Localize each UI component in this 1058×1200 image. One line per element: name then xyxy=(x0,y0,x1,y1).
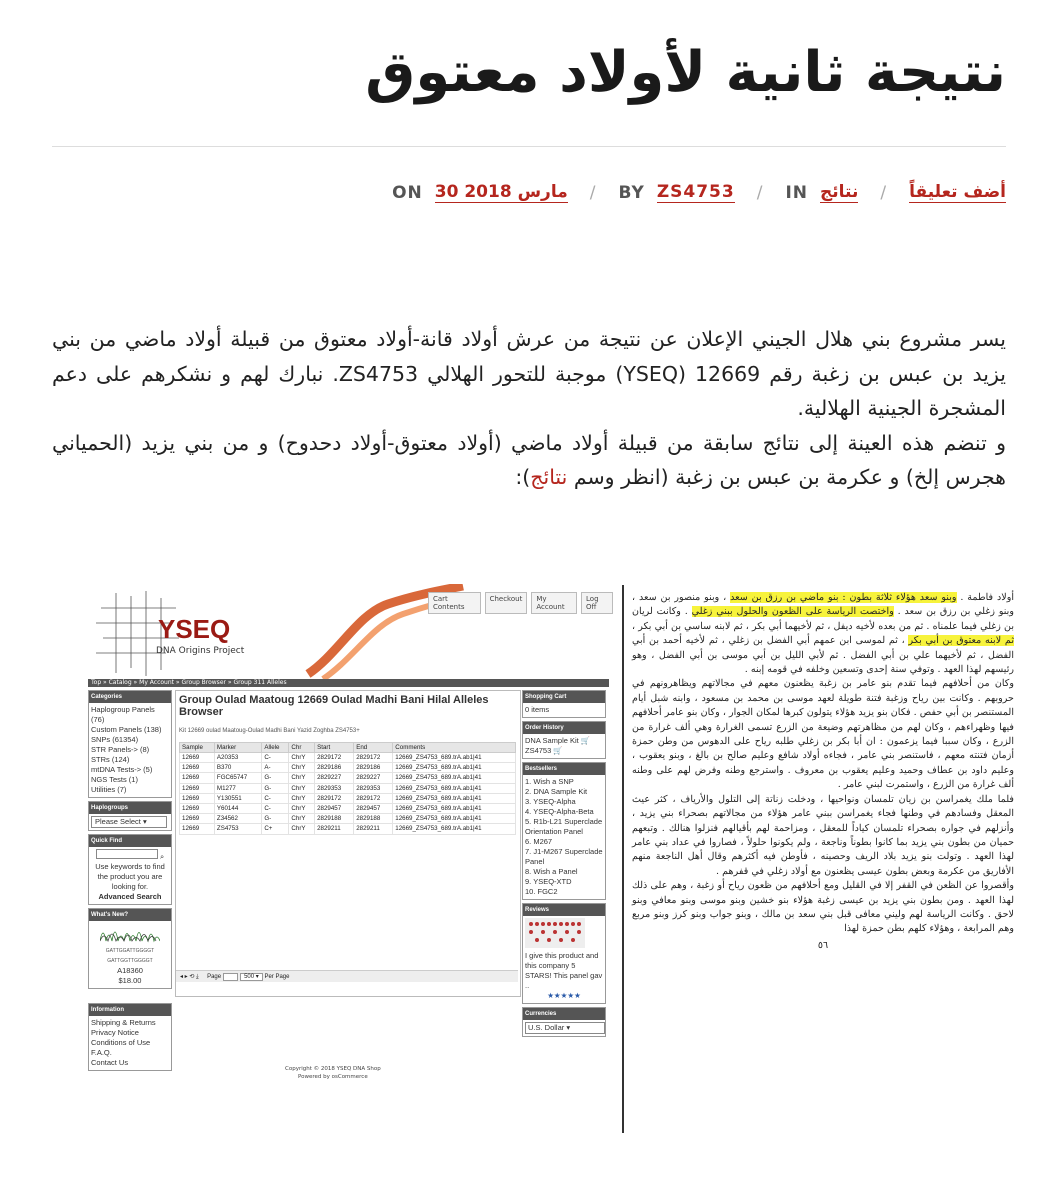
table-cell: 12669 xyxy=(180,824,215,834)
page-number: ٥٦ xyxy=(817,939,829,951)
bestsellers-header: Bestsellers xyxy=(523,763,605,775)
post-paragraph-1: يسر مشروع بني هلال الجيني الإعلان عن نتيجة من عرش أولاد قانة-أولاد معتوق من قبيلة أولاد ماضي من بني يزيد بن عبس بن زغبة رقم 12669 (YSEQ) موجبة للتحور الهلالي ZS4753. نبارك لهم و نشكرهم على دعم المشجرة الجينية الهلالية. xyxy=(52,327,1006,420)
table-cell: 12669_ZS4753_689.trA.ab1|41 xyxy=(393,804,516,814)
table-cell: G- xyxy=(262,773,289,783)
category-link[interactable]: NGS Tests (1) xyxy=(91,775,138,784)
yseq-screenshot xyxy=(85,578,625,1118)
review-stars: ★★★★★ xyxy=(547,991,581,1000)
cart-box xyxy=(522,690,606,718)
table-cell: 2829172 xyxy=(315,753,354,763)
advanced-search-link[interactable]: Advanced Search xyxy=(98,892,162,901)
log-off-button[interactable]: Log Off xyxy=(581,592,613,614)
table-cell: 2829211 xyxy=(354,824,393,834)
categories-header: Categories xyxy=(89,691,171,703)
per-page-select[interactable]: 500 ▾ xyxy=(240,973,263,981)
pager-page-label: Page xyxy=(207,974,222,980)
table-row[interactable] xyxy=(180,773,516,783)
quickfind-header: Quick Find xyxy=(89,835,171,847)
table-cell: 12669_ZS4753_689.trA.ab1|41 xyxy=(393,814,516,824)
search-icon[interactable]: ⌕ xyxy=(159,852,165,861)
category-link[interactable]: mtDNA Tests-> (5) xyxy=(91,765,153,774)
whatsnew-header: What's New? xyxy=(89,909,171,921)
quickfind-box xyxy=(88,834,172,905)
meta-separator: / xyxy=(756,182,764,203)
col-header[interactable]: Sample xyxy=(180,743,215,753)
table-cell: C- xyxy=(262,804,289,814)
info-link[interactable]: F.A.Q. xyxy=(91,1048,112,1057)
table-cell: 12669_ZS4753_689.trA.ab1|41 xyxy=(393,783,516,793)
category-link[interactable]: SNPs (61354) xyxy=(91,735,139,744)
table-cell: M1277 xyxy=(214,783,261,793)
meta-date-link[interactable]: 30 مارس 2018 xyxy=(434,182,568,202)
table-cell: 12669_ZS4753_689.trA.ab1|41 xyxy=(393,773,516,783)
col-header[interactable]: Marker xyxy=(214,743,261,753)
col-header[interactable]: Chr xyxy=(289,743,315,753)
table-cell: C- xyxy=(262,753,289,763)
bestseller-link[interactable]: 9. YSEQ-XTD xyxy=(525,877,572,886)
table-row[interactable] xyxy=(180,763,516,773)
table-cell: 2829457 xyxy=(315,804,354,814)
table-cell: C- xyxy=(262,793,289,803)
powered-by: Powered by osCommerce xyxy=(298,1074,368,1080)
table-cell: 12669_ZS4753_689.trA.ab1|41 xyxy=(393,824,516,834)
my-account-button[interactable]: My Account xyxy=(531,592,577,614)
whatsnew-box xyxy=(88,908,172,989)
haplogroups-header: Haplogroups xyxy=(89,802,171,814)
table-cell: Z34562 xyxy=(214,814,261,824)
table-cell: 12669 xyxy=(180,793,215,803)
yseq-logo: YSEQ xyxy=(158,614,231,644)
col-header[interactable]: End xyxy=(354,743,393,753)
checkout-button[interactable]: Checkout xyxy=(485,592,528,614)
bestseller-link[interactable]: 1. Wish a SNP xyxy=(525,777,574,786)
whatsnew-product[interactable]: A18360 xyxy=(117,966,143,975)
book-page-scan: أولاد فاطمة . وبنو سعد هؤلاء ثلاثة بطون : بنو ماضي بن رزق بن سعد ، وبنو منصور بن سعد ، وبنو زغلي بن رزق بن سعد . واختصت الرياسة على الظعون والحلول ببني زغلي . وكانت لريان بن زغلي فيما علمناه . ثم من بعده لأخيه ديفل ، ثم لأخيهما أبي بكر ، ثم لابنه ساسي بن أبي بكر ، ثم لابنه معتوق بن أبي بكر ، ثم لموسى ابن عمهم أبي الفضل بن زغلي ، ثم لأخيه أحمد بن أبي الفضل ، ثم لأخيهما علي بن أبي الفضل . ثم لأبي الليل بن أبي موسى بن أبي الفضل ، وهو رئيسهم لهذا العهد . وتوفي سنة إحدى وتسعين وخلفه في قومه إبنه . وكان من أحلافهم فيما تقدم بنو عامر بن زغبة يظعنون معهم في مجالاتهم ويظاهرونهم في حروبهم . وكانت بين رياح وزغبة فتنة طويلة لعهد موسى بن محمد بن مسعود ، وابنه شبل أيام المستنصر بن أبي حفص . فكان بنو يزيد هؤلاء يتولون كبرها لمكان الجوار ، وكان بنو عامر أحلافهم فيها وظهراءهم ، وكان لهم من مظاهرتهم وضيعة من الزرع تسمى الغرارة وهي ألف غرارة من الزرع ، وكان سببا فيما يزعمون : ان أبا بكر بن زغلي طلبه رياح على الدهوس من وطن حمزة أزمان فتنته معهم ، فاستنصر بني عامر ، فجاءه أولاد شافع وعليم صالح بن بالغ ، وبنو يعقوب ، وعليم داود بن عطاف وحميد وعليم يعقوب بن معروف . واسترجع وطنه وفرض لهم على وطنه ألف غرارة من الزرع ، واستمرت لبني عامر . فلما ملك يغمراسن بن زيان تلمسان ونواحيها ، ودخلت زناتة إلى التلول والأرياف ، كثر عيث المعقل وفسادهم في وطنها فجاء يغمراسن ببني عامر هؤلاء من مجالاتهم بصحراء بني يزيد ، وأنزلهم في جواره بصحراء تلمسان كياداً للمعقل ، ومزاحمة لهم بأقيالهم فنزلوا هنالك . وتبعهم حميان من بطون بني يزيد بما كانوا بطوناً وناجعة ، ولم يكونوا حلولاً ، فصاروا في عداد بني عامر لهذا العهد . وتولت بنو يزيد بلاد الريف وحصينه ، فأوطن فيه أكثرهم وقال أهل الناجعة منهم الأفاريق من عكرمة وبعض بطون عيسى يظعنون مع أولاد زغلي في قفرهم . وأقصروا عن الظعن في القفر إلا في القليل ومع أحلافهم من ظعون رياح أو زغبة ، وهم على ذلك لهذا العهد . ومن بطون بني يزيد بن عيسى زغبة هؤلاء بنو خشين وبنو موسى وبنو معافي وبنو لاحق . وكانت الرياسة لهم وليني معافى قبل بني سعد بن مالك ، وبنو جواب وبنو كرز وبنو مربع وهم المرابعة ، وهؤلاء كلهم بطن حمزة لهذا ٥٦ xyxy=(622,585,1022,1133)
bestseller-link[interactable]: 5. R1b-L21 Superclade Orientation Panel xyxy=(525,817,603,836)
table-cell: A- xyxy=(262,763,289,773)
currencies-header: Currencies xyxy=(523,1008,605,1020)
reviews-header: Reviews xyxy=(523,904,605,916)
post-paragraph-2: و تنضم هذه العينة إلى نتائج سابقة من قبيلة أولاد ماضي (أولاد معتوق-أولاد دحدوح) و من بني يزيد (الحمياني هجرس إلخ) و عكرمة بن عبس بن زغبة (انظر وسم نتائج): xyxy=(52,430,1006,489)
bestseller-link[interactable]: 7. J1-M267 Superclade Panel xyxy=(525,847,603,866)
table-cell: Y60144 xyxy=(214,804,261,814)
cart-icon: 🛒 xyxy=(580,736,591,745)
yseq-left-column xyxy=(88,690,172,1074)
table-cell: ChrY xyxy=(289,824,315,834)
table-cell: B370 xyxy=(214,763,261,773)
table-cell: ChrY xyxy=(289,783,315,793)
tag-results-link[interactable]: نتائج xyxy=(530,465,568,489)
meta-author-link[interactable]: ZS4753 xyxy=(656,182,735,202)
table-cell: 12669 xyxy=(180,773,215,783)
table-cell: 2829188 xyxy=(354,814,393,824)
table-cell: 2829211 xyxy=(315,824,354,834)
pager-nav-icons[interactable]: ◂ ▸ ⟲ ⤓ xyxy=(180,974,199,980)
copyright: Copyright © 2018 YSEQ DNA Shop xyxy=(285,1066,381,1072)
meta-category-link[interactable]: نتائج xyxy=(820,182,859,202)
table-row[interactable] xyxy=(180,804,516,814)
table-cell: A20353 xyxy=(214,753,261,763)
table-cell: 2829457 xyxy=(354,804,393,814)
table-cell: ZS4753 xyxy=(214,824,261,834)
currency-select[interactable]: U.S. Dollar ▾ xyxy=(525,1022,605,1034)
review-text[interactable]: I give this product and this company 5 STARS! This panel gav .. xyxy=(525,951,603,990)
table-cell: 12669 xyxy=(180,763,215,773)
table-cell: 12669 xyxy=(180,804,215,814)
table-row[interactable] xyxy=(180,824,516,834)
table-cell: 12669 xyxy=(180,783,215,793)
info-link[interactable]: Conditions of Use xyxy=(91,1038,151,1047)
highlighted-text: وبنو سعد هؤلاء ثلاثة بطون : بنو ماضي بن رزق بن سعد xyxy=(730,592,957,603)
bestseller-link[interactable]: 2. DNA Sample Kit xyxy=(525,787,588,796)
yseq-top-buttons xyxy=(428,592,613,614)
table-row[interactable] xyxy=(180,793,516,803)
book-paragraph: وكان من أحلافهم فيما تقدم بنو عامر بن زغبة يظعنون معهم في مجالاتهم ويظاهرونهم في حروبهم . وكانت بين رياح وزغبة فتنة طويلة لعهد موسى بن محمد بن مسعود ، وابنه شبل أيام المستنصر بن أبي حفص . فكان بنو يزيد هؤلاء يتولون كبرها لمكان الجوار ، وكان بنو عامر أحلافهم فيها وظهراءهم ، وكان لهم من مظاهرتهم وضيعة من الزرع تسمى الغرارة وهي ألف غرارة من الزرع ، وكان سببا فيما يزعمون : ان أبا بكر بن زغلي طلبه رياح على الدهوس من وطن حمزة أزمان فتنته معهم ، فاستنصر بني عامر ، فجاءه أولاد شافع وعليم صالح بن بالغ ، وبنو يعقوب ، وعليم داود بن عطاف وحميد وعليم يعقوب بن معروف . واسترجع وطنه وفرض لهم على وطنه ألف غرارة من الزرع ، واستمرت لبني عامر . xyxy=(632,678,1014,791)
breadcrumb: Top » Catalog » My Account » Group Browser » Group 311 Alleles xyxy=(88,679,609,687)
info-link[interactable]: Privacy Notice xyxy=(91,1028,139,1037)
table-pager xyxy=(176,970,518,982)
table-cell: Y130551 xyxy=(214,793,261,803)
table-cell: 12669_ZS4753_689.trA.ab1|41 xyxy=(393,753,516,763)
category-link[interactable]: Utilities (7) xyxy=(91,785,127,794)
highlighted-text: ثم لابنه معتوق بن أبي بكر xyxy=(908,635,1014,647)
bestseller-link[interactable]: 4. YSEQ-Alpha-Beta xyxy=(525,807,594,816)
post-title: نتيجة ثانية لأولاد معتوق xyxy=(365,40,1006,105)
yseq-footer xyxy=(285,1065,381,1081)
order-history-item[interactable]: ZS4753 🛒 xyxy=(525,746,563,755)
bestseller-link[interactable]: 10. FGC2 xyxy=(525,887,558,896)
alleles-browser-title: Group Oulad Maatoug 12669 Oulad Madhi Bani Hilal Alleles Browser xyxy=(179,694,489,718)
table-row[interactable] xyxy=(180,753,516,763)
table-cell: 2829353 xyxy=(315,783,354,793)
table-cell: 2829188 xyxy=(315,814,354,824)
category-link[interactable]: STRs (124) xyxy=(91,755,130,764)
table-cell: 2829172 xyxy=(315,793,354,803)
yseq-logo-sub: DNA Origins Project xyxy=(156,646,245,656)
table-cell: ChrY xyxy=(289,814,315,824)
bestseller-link[interactable]: 3. YSEQ-Alpha xyxy=(525,797,576,806)
meta-in-label: IN xyxy=(785,182,809,203)
meta-comment-link[interactable]: أضف تعليقاً xyxy=(909,182,1006,202)
cart-items[interactable]: 0 items xyxy=(525,705,550,714)
yseq-right-column xyxy=(522,690,606,1040)
post-body xyxy=(52,322,1006,495)
highlighted-text: واختصت الرياسة على الظعون والحلول ببني زغلي xyxy=(691,606,894,618)
cart-icon: 🛒 xyxy=(553,746,563,755)
per-page-label: Per Page xyxy=(264,974,290,980)
bestseller-link[interactable]: 8. Wish a Panel xyxy=(525,867,578,876)
information-header: Information xyxy=(89,1004,171,1016)
table-cell: G- xyxy=(262,783,289,793)
info-link[interactable]: Contact Us xyxy=(91,1058,129,1067)
table-row[interactable] xyxy=(180,814,516,824)
alleles-browser xyxy=(175,690,521,997)
meta-by-label: BY xyxy=(618,182,645,203)
meta-on-label: ON xyxy=(392,182,423,203)
book-paragraph: فلما ملك يغمراسن بن زيان تلمسان ونواحيها ، ودخلت زناتة إلى التلول والأرياف ، كثر عيث المعقل وفسادهم في وطنها فجاء يغمراسن ببني عامر هؤلاء من مجالاتهم بصحراء بني يزيد ، وأنزلهم في جواره بصحراء تلمسان كياداً للمعقل ، ومزاحمة لهم بأقيالهم فنزلوا هنالك . وتبعهم حميان من بطون بني يزيد بما كانوا بطوناً وناجعة ، ولم يكونوا حلولاً ، فصاروا في عداد بني عامر لهذا العهد . وتولت بنو يزيد بلاد الريف وحصينه ، فأوطن فيه أكثرهم وقال أهل الناجعة منهم الأفاريق من عكرمة وبعض بطون عيسى يظعنون مع أولاد زغلي في قفرهم . xyxy=(632,793,1014,877)
table-cell: ChrY xyxy=(289,753,315,763)
meta-separator: / xyxy=(589,182,597,203)
table-cell: 12669_ZS4753_689.trA.ab1|41 xyxy=(393,793,516,803)
currencies-box xyxy=(522,1007,606,1037)
cart-header: Shopping Cart xyxy=(523,691,605,703)
table-cell: 2829186 xyxy=(354,763,393,773)
alleles-table xyxy=(179,742,516,835)
post-meta xyxy=(392,182,1006,203)
table-cell: 12669 xyxy=(180,753,215,763)
title-divider xyxy=(52,146,1006,147)
table-cell: 2829227 xyxy=(354,773,393,783)
quickfind-input[interactable] xyxy=(96,849,158,859)
category-link[interactable]: STR Panels-> (8) xyxy=(91,745,150,754)
kit-line: Kit 12669 oulad Maatoug-Oulad Madhi Bani Yazid Zoghba ZS4753+ xyxy=(179,728,360,734)
book-paragraph: وأقصروا عن الظعن في القفر إلا في القليل ومع أحلافهم من ظعون رياح أو زغبة ، وهم على ذلك لهذا العهد . ومن بطون بني يزيد بن عيسى زغبة هؤلاء بنو خشين وبنو موسى وبنو معافي وبنو لاحق . وكانت الرياسة لهم وليني معافى قبل بني سعد بن مالك ، وبنو جواب وبنو كرز وبنو مربع وهم المرابعة ، وهؤلاء كلهم بطن حمزة لهذا xyxy=(632,880,1014,935)
chromatogram-icon xyxy=(100,923,160,943)
table-cell: C+ xyxy=(262,824,289,834)
page-input[interactable] xyxy=(223,973,239,981)
table-cell: 2829172 xyxy=(354,753,393,763)
col-header[interactable]: Comments xyxy=(393,743,516,753)
quickfind-help: Use keywords to find the product you are looking for. xyxy=(95,862,165,891)
table-cell: ChrY xyxy=(289,773,315,783)
table-row[interactable] xyxy=(180,783,516,793)
order-history-header: Order History xyxy=(523,722,605,734)
categories-box xyxy=(88,690,172,798)
meta-separator: / xyxy=(880,182,888,203)
bestseller-link[interactable]: 6. M267 xyxy=(525,837,553,846)
haplogroups-box xyxy=(88,801,172,831)
panel-thumbnail-icon[interactable] xyxy=(525,918,585,948)
category-link[interactable]: Haplogroup Panels (76) xyxy=(91,705,155,724)
information-box xyxy=(88,1003,172,1071)
category-link[interactable]: Custom Panels (138) xyxy=(91,725,162,734)
table-cell: 2829227 xyxy=(315,773,354,783)
whatsnew-price: $18.00 xyxy=(118,976,142,985)
order-history-box xyxy=(522,721,606,759)
bestsellers-box xyxy=(522,762,606,900)
yseq-header xyxy=(88,584,613,679)
col-header[interactable]: Allele xyxy=(262,743,289,753)
table-cell: 12669_ZS4753_689.trA.ab1|41 xyxy=(393,763,516,773)
table-cell: FGC65747 xyxy=(214,773,261,783)
cart-contents-button[interactable]: Cart Contents xyxy=(428,592,481,614)
sequence-text: GATTGGATTGGGGT xyxy=(105,948,155,954)
order-history-item[interactable]: DNA Sample Kit 🛒 xyxy=(525,736,591,745)
table-cell: G- xyxy=(262,814,289,824)
table-cell: ChrY xyxy=(289,793,315,803)
table-cell: 2829186 xyxy=(315,763,354,773)
table-cell: 12669 xyxy=(180,814,215,824)
info-link[interactable]: Shipping & Returns xyxy=(91,1018,156,1027)
table-cell: 2829353 xyxy=(354,783,393,793)
table-cell: ChrY xyxy=(289,763,315,773)
reviews-box xyxy=(522,903,606,1004)
table-cell: 2829172 xyxy=(354,793,393,803)
haplogroup-select[interactable]: Please Select ▾ xyxy=(91,816,167,828)
table-cell: ChrY xyxy=(289,804,315,814)
col-header[interactable]: Start xyxy=(315,743,354,753)
sequence-text: GATTGGTTGGGGT xyxy=(107,958,153,964)
